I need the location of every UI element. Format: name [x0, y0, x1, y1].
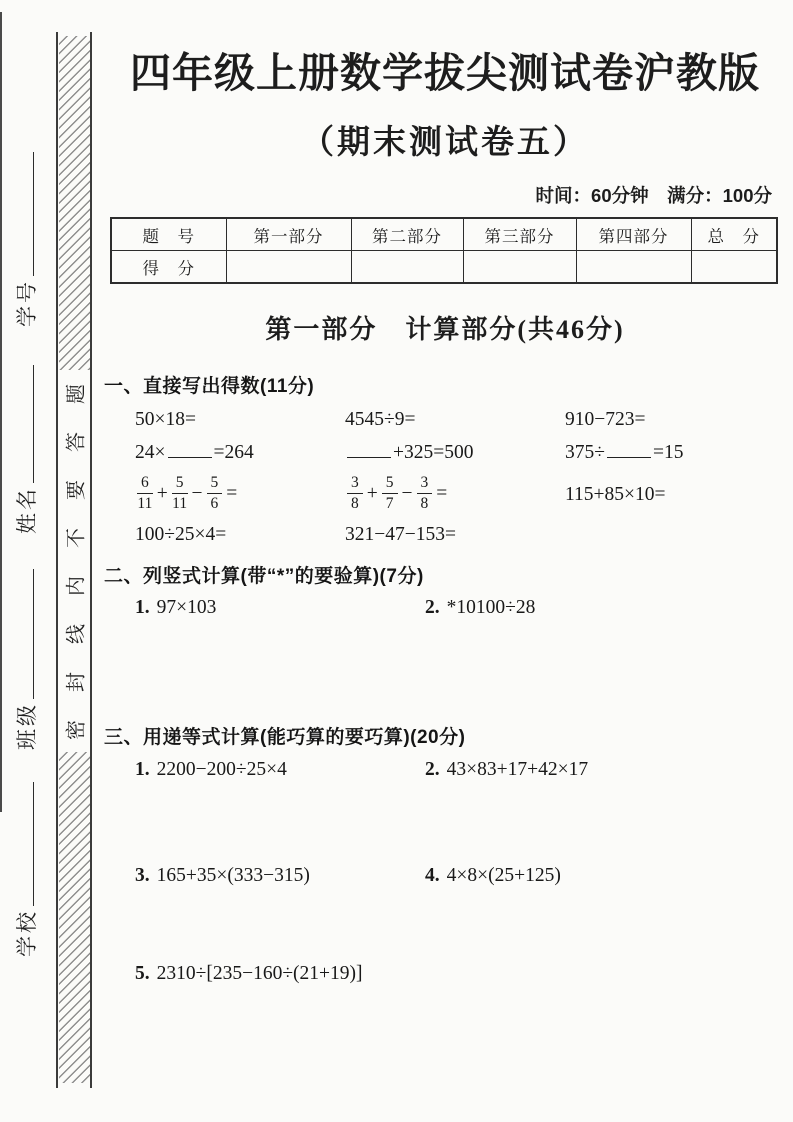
problem-expression: 2200−200÷25×4: [156, 759, 287, 780]
problem-expression: 2310÷[235−160÷(21+19)]: [156, 963, 363, 984]
student-number-text: 学号: [16, 279, 39, 327]
q1-row4: [104, 520, 786, 550]
score-row-label: 得 分: [111, 251, 226, 284]
denominator: 8: [420, 494, 429, 512]
score-header-question: 题 号: [111, 218, 226, 251]
problem-prefix: 375÷: [565, 442, 605, 463]
denominator: 7: [385, 494, 394, 512]
operator: −: [401, 483, 413, 505]
paper-subtitle: （期末测试卷五）: [301, 123, 589, 160]
seal-strip-text: [56, 370, 91, 754]
class-blank-line: [31, 569, 34, 699]
score-cell-empty: [691, 251, 777, 284]
numerator: 5: [172, 475, 188, 494]
problem-expression: 4×8×(25+125): [446, 865, 561, 886]
score-header-part2: 第二部分: [351, 218, 463, 251]
math-problem-with-blank: [345, 442, 565, 464]
math-problem: 115+85×10=: [565, 484, 666, 505]
problem-number: 1.: [135, 759, 150, 780]
score-header-part3: 第三部分: [463, 218, 576, 251]
math-problem: 910−723=: [565, 409, 646, 430]
school-text: 学校: [16, 909, 39, 957]
score-header-part1: 第一部分: [226, 218, 351, 251]
school-label: [15, 782, 41, 957]
seal-hatch-bottom: [59, 752, 90, 1083]
fraction-problem: [345, 474, 565, 513]
part1-heading: 第一部分 计算部分(共46分): [265, 315, 625, 344]
seal-char: 线: [65, 624, 87, 644]
fraction: [172, 475, 188, 511]
problem-expression: 97×103: [156, 597, 217, 618]
name-label: [15, 365, 41, 534]
seal-char: 题: [65, 384, 87, 404]
answer-blank: [607, 455, 651, 458]
class-label: [15, 569, 41, 750]
equals-sign: =: [436, 483, 448, 505]
score-cell-empty: [226, 251, 351, 284]
numbered-problem: [425, 597, 786, 619]
numerator: 3: [417, 475, 433, 494]
math-problem: 100÷25×4=: [135, 524, 227, 545]
operator: +: [366, 483, 378, 505]
score-header-total: 总 分: [691, 218, 777, 251]
equals-sign: =: [226, 483, 238, 505]
problem-suffix: =15: [652, 442, 684, 463]
score-table: [110, 217, 778, 284]
denominator: 11: [137, 494, 153, 512]
seal-char: 答: [65, 432, 87, 452]
fraction: [382, 475, 398, 511]
problem-expression: 165+35×(333−315): [156, 865, 310, 886]
problem-number: 4.: [425, 865, 440, 886]
score-table-score-row: [111, 251, 777, 284]
problem-expression: 43×83+17+42×17: [446, 759, 589, 780]
numerator: 6: [137, 475, 153, 494]
paper-title: 四年级上册数学拔尖测试卷沪教版: [130, 50, 760, 96]
seal-char: 要: [65, 480, 87, 500]
student-number-blank-line: [31, 152, 34, 276]
seal-char: 封: [65, 672, 87, 692]
fraction: [137, 475, 153, 511]
math-problem: 50×18=: [135, 409, 196, 430]
name-blank-line: [31, 365, 34, 483]
answer-blank: [168, 455, 212, 458]
problem-number: 5.: [135, 963, 150, 984]
school-blank-line: [31, 782, 34, 906]
fraction: [417, 475, 433, 511]
math-problem-with-blank: [565, 442, 786, 464]
problem-number: 2.: [425, 597, 440, 618]
score-header-part4: 第四部分: [576, 218, 691, 251]
name-text: 姓名: [16, 486, 39, 534]
operator: −: [191, 483, 203, 505]
numerator: 3: [347, 475, 363, 494]
numerator: 5: [207, 475, 223, 494]
seal-hatch-top: [59, 36, 90, 370]
numbered-problem: [425, 759, 786, 781]
problem-number: 2.: [425, 759, 440, 780]
q1-row1: [104, 405, 786, 435]
math-problem: 4545÷9=: [345, 409, 416, 430]
numbered-problem: [425, 865, 786, 887]
q1-row2: [104, 437, 786, 469]
q3-heading: 三、用递等式计算(能巧算的要巧算)(20分): [104, 727, 466, 748]
math-problem: 321−47−153=: [345, 524, 456, 545]
score-cell-empty: [463, 251, 576, 284]
numbered-problem: [135, 963, 425, 985]
math-problem-with-blank: [135, 442, 345, 464]
seal-char: 不: [65, 528, 87, 548]
problem-number: 3.: [135, 865, 150, 886]
score-cell-empty: [351, 251, 463, 284]
q3-items-row3: [104, 960, 786, 988]
problem-expression: *10100÷28: [446, 597, 536, 618]
denominator: 11: [172, 494, 188, 512]
fraction-problem: [135, 474, 345, 513]
denominator: 6: [210, 494, 219, 512]
numbered-problem: [135, 759, 425, 781]
score-cell-empty: [576, 251, 691, 284]
problem-suffix: =264: [213, 442, 254, 463]
class-text: 班级: [16, 702, 39, 750]
fraction: [207, 475, 223, 511]
q2-heading: 二、列竖式计算(带“*”的要验算)(7分): [104, 566, 424, 587]
seal-char: 内: [65, 576, 87, 596]
operator: +: [156, 483, 168, 505]
seal-char: 密: [65, 720, 87, 740]
problem-prefix: 24×: [135, 442, 166, 463]
scan-edge-artifact: [0, 12, 2, 812]
numerator: 5: [382, 475, 398, 494]
student-number-label: [15, 152, 41, 327]
fraction: [347, 475, 363, 511]
q1-heading: 一、直接写出得数(11分): [104, 376, 315, 397]
denominator: 8: [351, 494, 359, 512]
q3-items-row1: [104, 756, 786, 784]
q1-row3: [104, 472, 786, 518]
answer-blank: [347, 455, 391, 458]
problem-suffix: +325=500: [393, 442, 474, 463]
problem-number: 1.: [135, 597, 150, 618]
time-and-score-info: 时间：60分钟 满分：100分: [535, 185, 772, 206]
numbered-problem: [135, 597, 425, 619]
numbered-problem: [135, 865, 425, 887]
main-content: [104, 0, 786, 988]
score-table-header-row: [111, 218, 777, 251]
q2-items-row: [104, 594, 786, 622]
q3-items-row2: [104, 862, 786, 890]
